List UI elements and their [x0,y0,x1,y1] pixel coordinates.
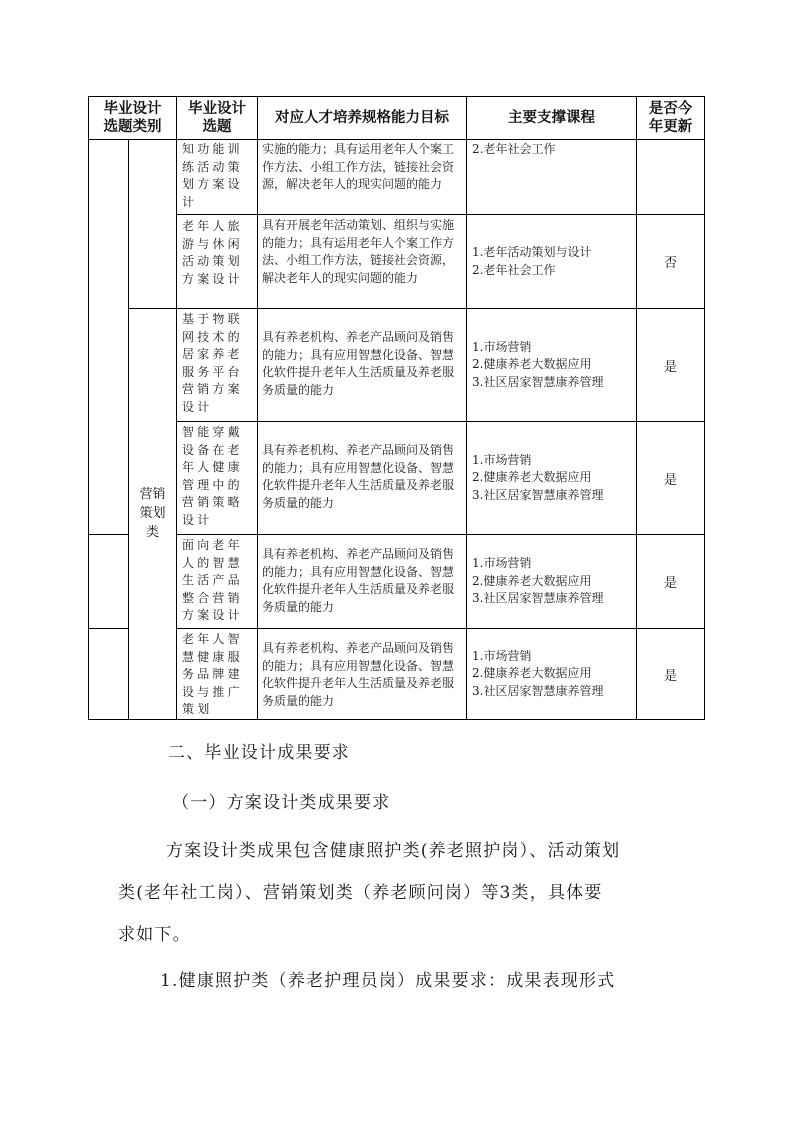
paragraph-line: 1.健康照护类（养老护理员岗）成果要求：成果表现形式 [160,971,616,991]
header-courses: 主要支撑课程 [508,110,595,126]
topic-cell: 面向老年人的智慧生活产品整合营销方案设计 [182,538,243,622]
header-category: 毕业设计 选题类别 [103,101,162,135]
header-ability: 对应人才培养规格能力目标 [275,110,449,126]
paragraph-line: 求如下。 [118,925,191,945]
curriculum-table [88,96,705,720]
ability-cell: 具有养老机构、养老产品顾问及销售的能力；具有应用智慧化设备、智慧化软件提升老年人生活质量及养老服务质量的能力 [262,330,455,397]
courses-cell: 1.市场营销 2.健康养老大数据应用 3.社区居家智慧康养管理 [472,339,604,389]
courses-cell: 2.老年社会工作 [472,142,556,156]
topic-cell: 知功能训练活动策划方案设计 [182,142,243,209]
ability-cell: 具有开展老年活动策划、组织与实施的能力；具有运用老年人个案工作方法、小组工作方法，链接社会资源，解决老年人的现实问题的能力 [262,218,455,285]
update-cell: 是 [663,668,677,684]
subsection-heading: （一）方案设计类成果要求 [172,793,391,813]
topic-cell: 智能穿戴设备在老年人健康管理中的营销策略设计 [182,425,243,527]
courses-cell: 1.市场营销 2.健康养老大数据应用 3.社区居家智慧康养管理 [472,648,604,698]
update-cell: 否 [663,256,677,271]
update-cell: 是 [663,472,677,488]
update-cell: 是 [663,576,677,591]
topic-cell: 老年人智慧健康服务品牌建设与推广策划 [182,632,243,716]
courses-cell: 1.市场营销 2.健康养老大数据应用 3.社区居家智慧康养管理 [472,556,604,606]
ability-cell: 具有养老机构、养老产品顾问及销售的能力；具有应用智慧化设备、智慧化软件提升老年人生活质量及养老服务质量的能力 [262,547,455,614]
topic-cell: 基于物联网技术的居家养老服务平台营销方案设计 [182,312,243,414]
update-cell: 是 [663,359,677,375]
category-label: 营销 策划 类 [139,487,166,540]
section-heading: 二、毕业设计成果要求 [168,743,350,763]
courses-cell: 1.市场营销 2.健康养老大数据应用 3.社区居家智慧康养管理 [472,452,604,502]
ability-cell: 具有养老机构、养老产品顾问及销售的能力；具有应用智慧化设备、智慧化软件提升老年人生活质量及养老服务质量的能力 [262,443,455,510]
header-topic: 毕业设计 选题 [188,101,246,135]
topic-cell: 老年人旅游与休闲活动策划方案设计 [182,219,243,286]
ability-cell: 实施的能力；具有运用老年人个案工作方法、小组工作方法，链接社会资源，解决老年人的现实问题的能力 [262,142,455,191]
ability-cell: 具有养老机构、养老产品顾问及销售的能力；具有应用智慧化设备、智慧化软件提升老年人生活质量及养老服务质量的能力 [262,641,455,708]
paragraph-line: 类(老年社工岗）、营销策划类（养老顾问岗）等3类，具体要 [118,883,603,903]
paragraph-line: 方案设计类成果包含健康照护类(养老照护岗）、活动策划 [166,841,621,861]
header-update: 是否今 年更新 [648,101,693,135]
courses-cell: 1.老年活动策划与设计 2.老年社会工作 [472,245,592,277]
update-cell [637,140,704,214]
